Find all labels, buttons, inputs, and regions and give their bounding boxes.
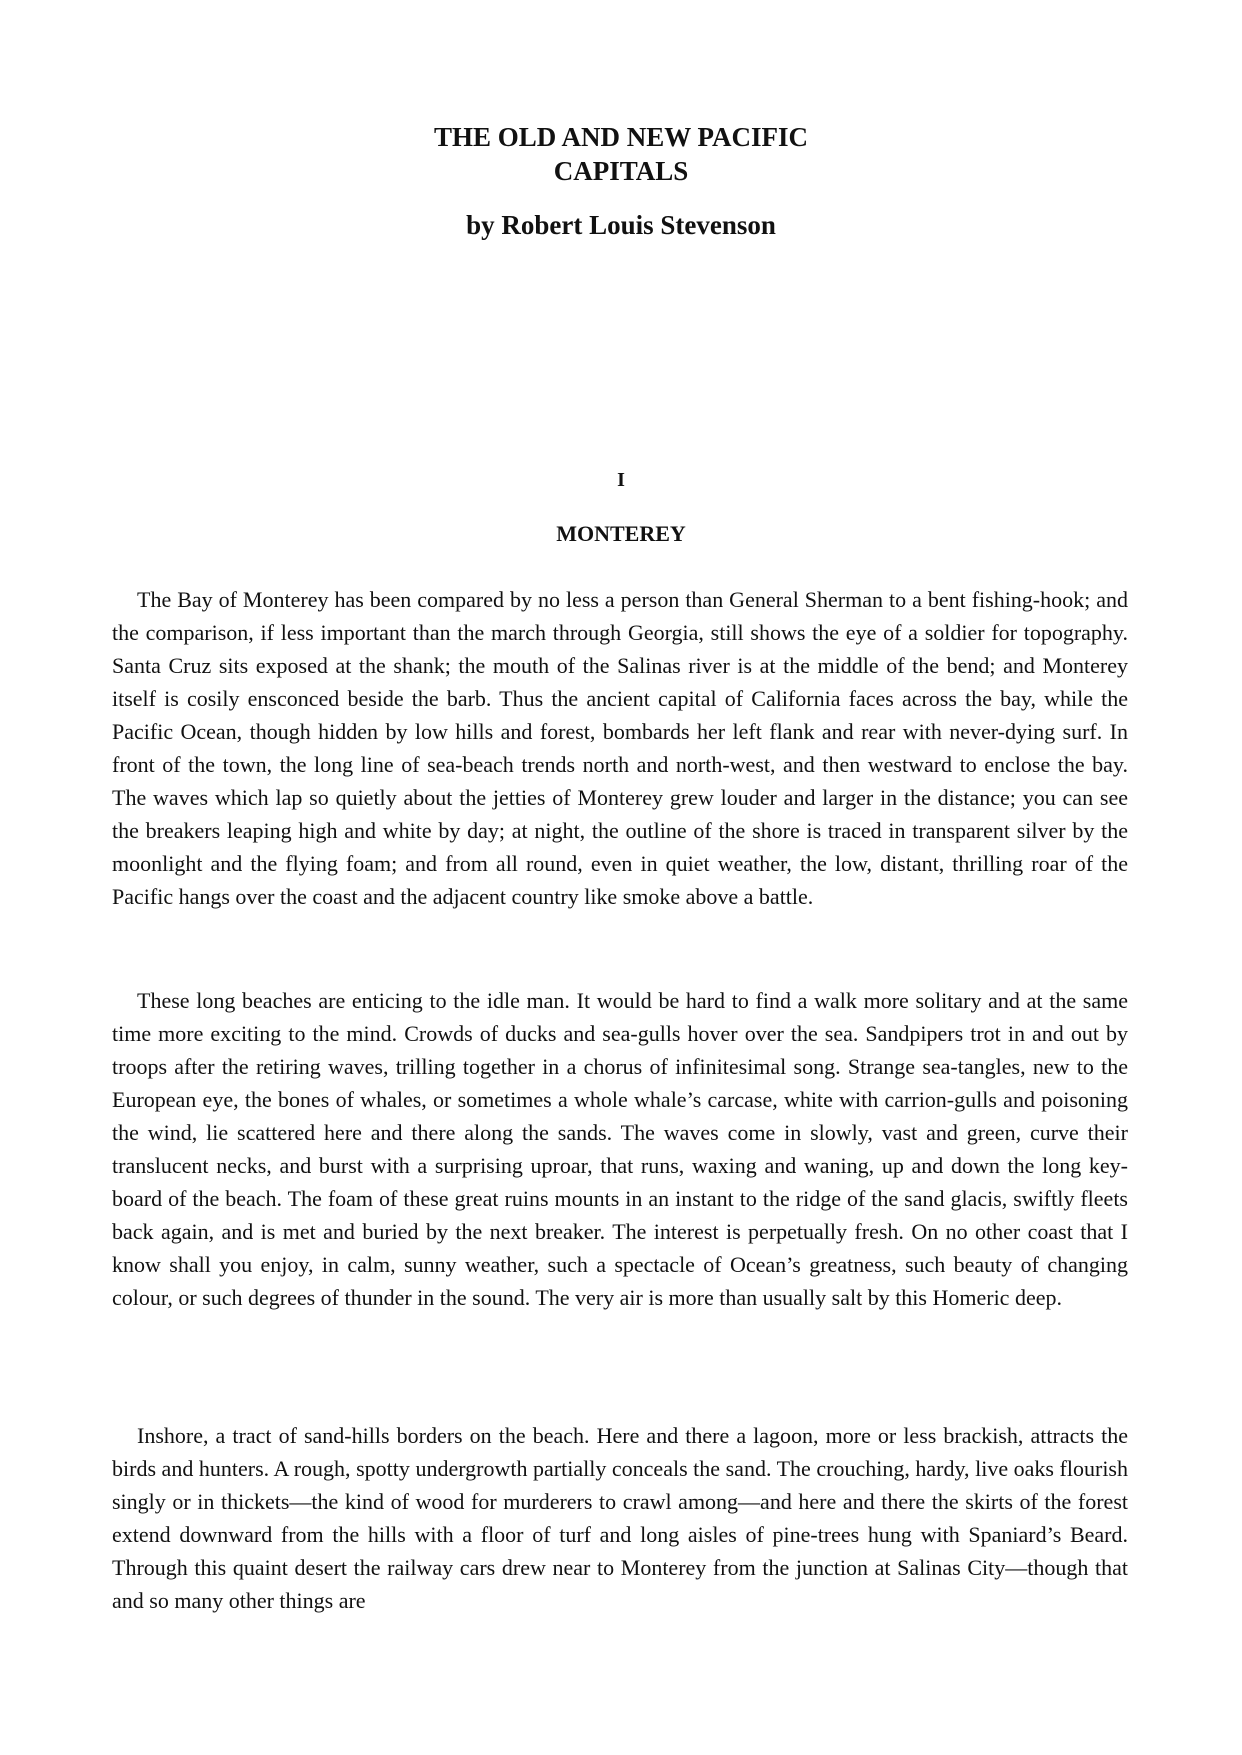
section-title: MONTEREY bbox=[556, 521, 686, 546]
paragraph: Inshore, a tract of sand-hills borders on the beach. Here and there a lagoon, more or less brackish, attracts the birds and hunters. A rough, spotty undergrowth partially conceals the sand. The crouching, hardy, live oaks flourish singly or in thickets—the kind of wood for murderers to crawl among—and here and there the skirts of the forest extend downward from the hills with a floor of turf and long aisles of pine-trees hung with Spaniard’s Beard. Through this quaint desert the railway cars drew near to Monterey from the junction at Salinas City—though that and so many other things are bbox=[112, 1423, 1128, 1613]
section-number: I bbox=[617, 469, 625, 491]
book-title-line-1: THE OLD AND NEW PACIFIC bbox=[433, 122, 809, 152]
paragraph: The Bay of Monterey has been compared by no less a person than General Sherman to a bent fishing-hook; and the comparison, if less important than the march through Georgia, still shows the eye of a soldier for topography. Santa Cruz sits exposed at the shank; the mouth of the Salinas river is at the middle of the bend; and Monterey itself is cosily ensconced beside the barb. Thus the ancient capital of California faces across the bay, while the Pacific Ocean, though hidden by low hills and forest, bombards her left flank and rear with never-dying surf. In front of the town, the long line of sea-beach trends north and north-west, and then westward to enclose the bay. The waves which lap so quietly about the jetties of Monterey grew louder and larger in the distance; you can see the breakers leaping high and white by day; at night, the outline of the shore is traced in transparent silver by the moonlight and the flying foam; and from all round, even in quiet weather, the low, distant, thrilling roar of the Pacific hangs over the coast and the adjacent country like smoke above a battle. bbox=[112, 587, 1128, 909]
book-title bbox=[0, 120, 1242, 188]
paragraph: These long beaches are enticing to the idle man. It would be hard to find a walk more solitary and at the same time more exciting to the mind. Crowds of ducks and sea-gulls hover over the sea. Sandpipers trot in and out by troops after the retiring waves, trilling together in a chorus of infinitesimal song. Strange sea-tangles, new to the European eye, the bones of whales, or sometimes a whole whale’s carcase, white with carrion-gulls and poisoning the wind, lie scattered here and there along the sands. The waves come in slowly, vast and green, curve their translucent necks, and burst with a surprising uproar, that runs, waxing and waning, up and down the long key-board of the beach. The foam of these great ruins mounts in an instant to the ridge of the sand glacis, swiftly fleets back again, and is met and buried by the next breaker. The interest is perpetually fresh. On no other coast that I know shall you enjoy, in calm, sunny weather, such a spectacle of Ocean’s greatness, such beauty of changing colour, or such degrees of thunder in the sound. The very air is more than usually salt by this Homeric deep. bbox=[112, 988, 1128, 1310]
author-byline: by Robert Louis Stevenson bbox=[466, 210, 776, 240]
book-title-line-2: CAPITALS bbox=[553, 156, 689, 186]
